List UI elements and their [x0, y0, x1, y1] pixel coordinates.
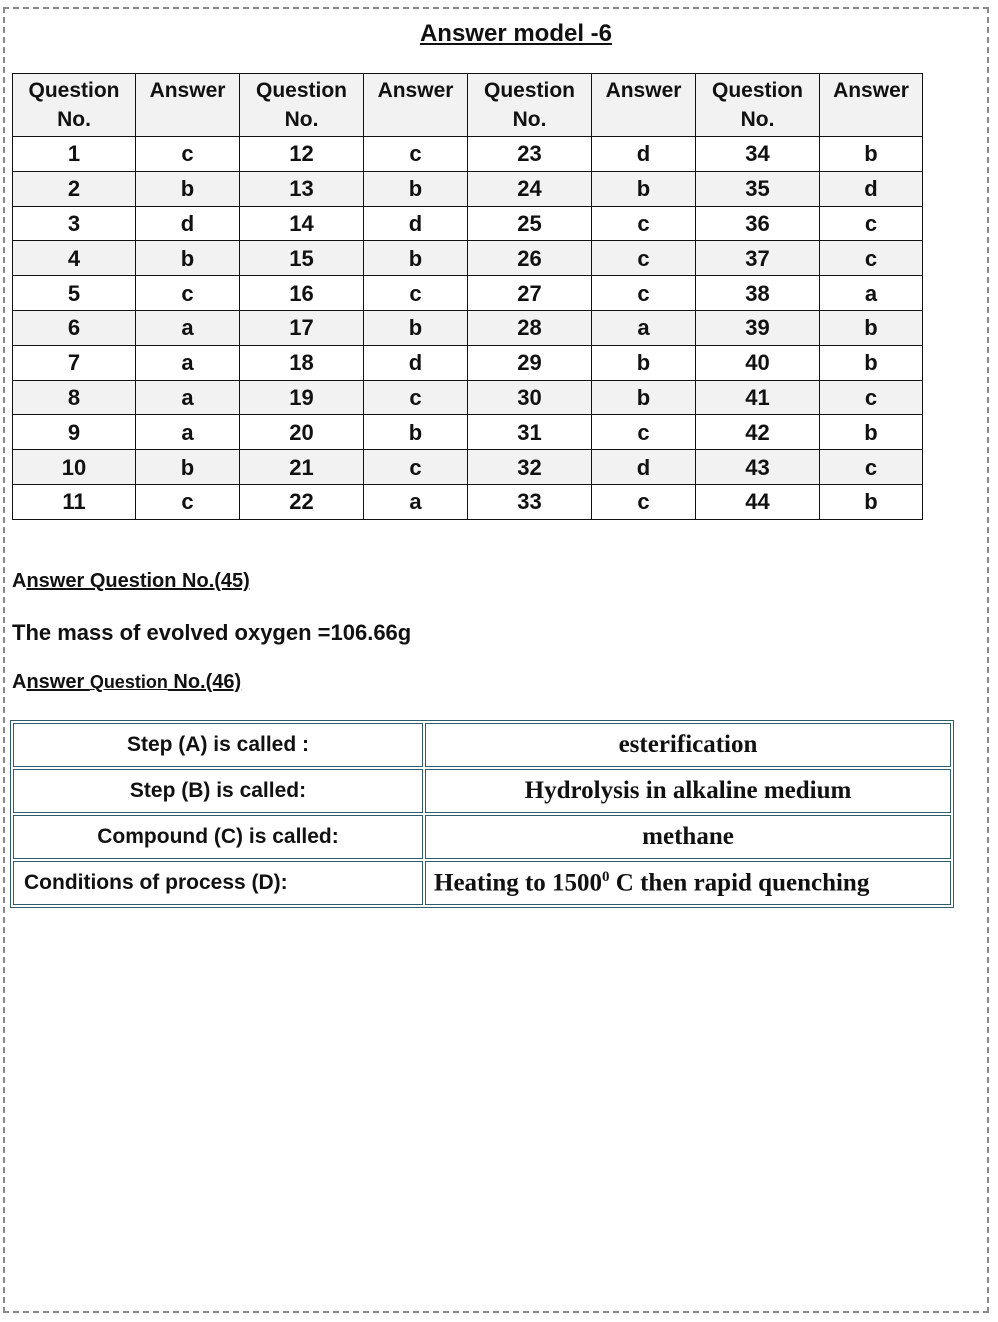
question-number-cell: 20: [240, 415, 364, 450]
table-row: [13, 345, 923, 380]
question-number-cell: 29: [468, 345, 592, 380]
table-row: [13, 310, 923, 345]
step-label: Step (B) is called:: [13, 769, 423, 813]
question-number-cell: 15: [240, 241, 364, 276]
question-number-cell: 25: [468, 206, 592, 241]
question-number-cell: 39: [696, 310, 820, 345]
table-row: [13, 206, 923, 241]
question-number-cell: 3: [13, 206, 136, 241]
answer-cell: a: [592, 310, 696, 345]
answer-cell: b: [364, 241, 468, 276]
answer-cell: a: [136, 310, 240, 345]
answer-cell: b: [592, 380, 696, 415]
question-number-cell: 43: [696, 450, 820, 485]
answer-cell: b: [820, 415, 923, 450]
answer-cell: a: [136, 415, 240, 450]
step-row: [13, 861, 951, 905]
question-number-cell: 30: [468, 380, 592, 415]
question-number-cell: 16: [240, 276, 364, 311]
question-number-cell: 35: [696, 171, 820, 206]
answer-cell: c: [136, 137, 240, 172]
answer-cell: d: [592, 450, 696, 485]
table-row: [13, 380, 923, 415]
answer-cell: b: [820, 137, 923, 172]
answer-cell: b: [820, 310, 923, 345]
question-number-cell: 14: [240, 206, 364, 241]
table-row: [13, 415, 923, 450]
question-number-cell: 12: [240, 137, 364, 172]
header-answer: Answer: [820, 74, 923, 137]
answer-cell: a: [136, 380, 240, 415]
answer-cell: b: [820, 345, 923, 380]
answer-cell: b: [364, 310, 468, 345]
answer-cell: c: [820, 450, 923, 485]
question-number-cell: 24: [468, 171, 592, 206]
answer-cell: b: [364, 171, 468, 206]
question-number-cell: 40: [696, 345, 820, 380]
answer-cell: a: [820, 276, 923, 311]
answer-cell: c: [364, 450, 468, 485]
answer-cell: c: [136, 484, 240, 519]
question-number-cell: 19: [240, 380, 364, 415]
step-value: esterification: [425, 723, 951, 767]
step-label: Step (A) is called :: [13, 723, 423, 767]
answer-cell: d: [136, 206, 240, 241]
header-question-no: Question No.: [468, 74, 592, 137]
question-number-cell: 41: [696, 380, 820, 415]
question-number-cell: 22: [240, 484, 364, 519]
answer-cell: c: [592, 484, 696, 519]
header-answer: Answer: [364, 74, 468, 137]
question-number-cell: 6: [13, 310, 136, 345]
answer-cell: c: [820, 206, 923, 241]
question-number-cell: 32: [468, 450, 592, 485]
header-question-no: Question No.: [240, 74, 364, 137]
q45-answer: The mass of evolved oxygen =106.66g: [12, 620, 412, 645]
question-number-cell: 31: [468, 415, 592, 450]
step-label: Compound (C) is called:: [13, 815, 423, 859]
question-number-cell: 36: [696, 206, 820, 241]
question-number-cell: 28: [468, 310, 592, 345]
question-number-cell: 4: [13, 241, 136, 276]
question-number-cell: 7: [13, 345, 136, 380]
step-label: Conditions of process (D):: [13, 861, 423, 905]
question-number-cell: 42: [696, 415, 820, 450]
answer-cell: b: [592, 345, 696, 380]
question-number-cell: 1: [13, 137, 136, 172]
question-number-cell: 34: [696, 137, 820, 172]
step-value: methane: [425, 815, 951, 859]
header-question-no: Question No.: [13, 74, 136, 137]
question-number-cell: 21: [240, 450, 364, 485]
table-row: [13, 484, 923, 519]
table-header-row: [13, 74, 923, 137]
answer-cell: b: [820, 484, 923, 519]
answer-cell: b: [364, 415, 468, 450]
question-number-cell: 17: [240, 310, 364, 345]
table-row: [13, 450, 923, 485]
answer-cell: a: [364, 484, 468, 519]
q45-heading: Answer Question No.(45): [12, 570, 250, 592]
answer-cell: a: [136, 345, 240, 380]
answer-cell: b: [136, 171, 240, 206]
header-question-no: Question No.: [696, 74, 820, 137]
question-number-cell: 10: [13, 450, 136, 485]
question-number-cell: 11: [13, 484, 136, 519]
answer-cell: d: [820, 171, 923, 206]
question-number-cell: 2: [13, 171, 136, 206]
step-value: Heating to 1500$^0$ C then rapid quenching: [425, 861, 951, 905]
table-row: [13, 171, 923, 206]
question-number-cell: 9: [13, 415, 136, 450]
table-row: [13, 276, 923, 311]
answer-cell: c: [364, 380, 468, 415]
q46-heading: Answer Question No.(46): [12, 671, 242, 693]
question-number-cell: 26: [468, 241, 592, 276]
answer-cell: c: [592, 241, 696, 276]
table-row: [13, 241, 923, 276]
page-title: Answer model -6: [419, 20, 613, 47]
answer-cell: b: [136, 241, 240, 276]
question-number-cell: 5: [13, 276, 136, 311]
answer-cell: c: [592, 206, 696, 241]
answer-cell: d: [592, 137, 696, 172]
question-number-cell: 44: [696, 484, 820, 519]
answer-cell: c: [592, 276, 696, 311]
question-number-cell: 27: [468, 276, 592, 311]
header-answer: Answer: [136, 74, 240, 137]
answer-cell: b: [592, 171, 696, 206]
q46-answer-table: [10, 720, 954, 908]
step-value: Hydrolysis in alkaline medium: [425, 769, 951, 813]
answer-cell: b: [136, 450, 240, 485]
step-row: [13, 815, 951, 859]
answer-cell: d: [364, 345, 468, 380]
answer-cell: c: [592, 415, 696, 450]
answer-cell: c: [820, 380, 923, 415]
header-answer: Answer: [592, 74, 696, 137]
answer-key-table: [12, 73, 923, 520]
question-number-cell: 33: [468, 484, 592, 519]
table-row: [13, 137, 923, 172]
question-number-cell: 37: [696, 241, 820, 276]
question-number-cell: 38: [696, 276, 820, 311]
step-row: [13, 723, 951, 767]
question-number-cell: 18: [240, 345, 364, 380]
question-number-cell: 13: [240, 171, 364, 206]
step-row: [13, 769, 951, 813]
answer-cell: c: [136, 276, 240, 311]
question-number-cell: 8: [13, 380, 136, 415]
answer-cell: c: [820, 241, 923, 276]
answer-cell: c: [364, 276, 468, 311]
answer-cell: d: [364, 206, 468, 241]
question-number-cell: 23: [468, 137, 592, 172]
answer-cell: c: [364, 137, 468, 172]
